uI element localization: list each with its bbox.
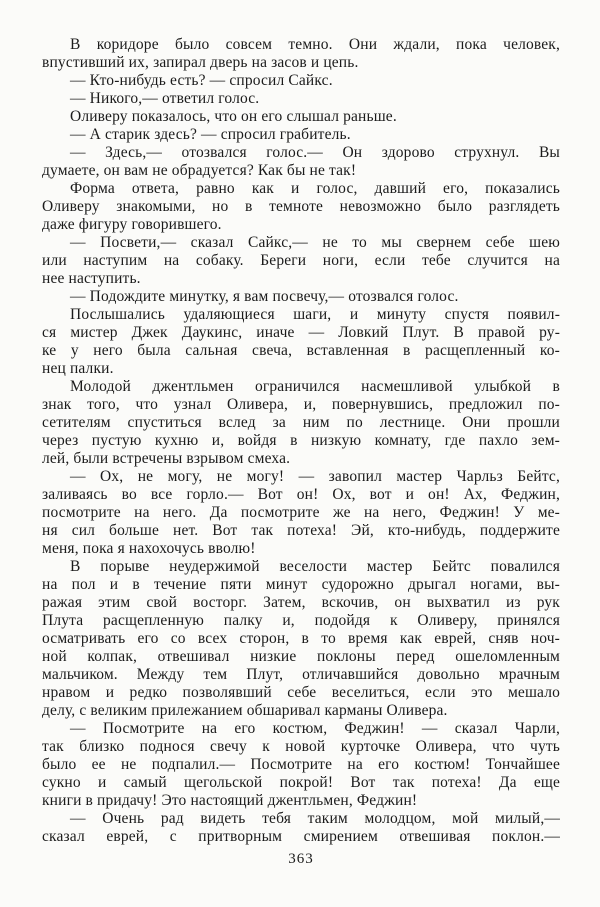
text-line: думаете, он вам не обрадуется? Как бы не так! [42, 162, 357, 179]
text-line: ся мистер Джек Даукинс, иначе — Ловкий Плут. В правой ру- [42, 324, 560, 341]
text-line: делу, с великим прилежанием обшаривал карманы Оливера. [42, 702, 448, 719]
text-line: В коридоре было совсем темно. Они ждали, пока человек, [70, 36, 560, 53]
text-line: заливаясь во все горло.— Вот он! Ох, вот и он! Ах, Феджин, [42, 486, 560, 503]
text-line: В порыве неудержимой веселости мастер Бейтс повалился [70, 558, 560, 575]
text-line: ке у него была сальная свеча, вставленная в расщепленный ко- [42, 342, 560, 359]
text-line: впустивший их, запирал дверь на засов и цепь. [42, 54, 359, 71]
text-line: — А старик здесь? — спросил грабитель. [70, 126, 351, 143]
text-line: ня сил больше нет. Вот так потеха! Эй, кто-нибудь, поддержите [42, 522, 560, 539]
text-line: — Кто-нибудь есть? — спросил Сайкс. [70, 72, 333, 89]
text-line: — Посмотрите на его костюм, Феджин! — сказал Чарли, [70, 720, 560, 737]
text-line: лей, были встречены взрывом смеха. [42, 450, 291, 467]
page-number: 363 [288, 851, 314, 867]
text-line: ражая этим свой восторг. Затем, вскочив, он выхватил из рук [42, 594, 560, 611]
text-line: было ее не подпалил.— Посмотрите на его костюм! Тончайшее [42, 756, 560, 773]
text-line: Оливеру знакомыми, но в темноте невозможно было разглядеть [42, 198, 560, 215]
text-line: Плута расщепленную палку и, подойдя к Оливеру, принялся [42, 612, 560, 629]
text-line: книги в придачу! Это настоящий джентльмен, Феджин! [42, 792, 418, 809]
text-line: Оливеру показалось, что он его слышал раньше. [70, 108, 397, 125]
text-line: на пол и в течение пяти минут судорожно дрыгал ногами, вы- [42, 576, 560, 593]
text-line: так близко поднося свечу к новой курточке Оливера, что чуть [42, 738, 560, 755]
text-line: — Очень рад видеть тебя таким молодцом, мой милый,— [70, 810, 560, 827]
page-text [42, 36, 560, 846]
text-line: — Никого,— ответил голос. [70, 90, 260, 107]
text-line: меня, пока я нахохочусь вволю! [42, 540, 256, 557]
text-line: осматривать его со всех сторон, в то время как еврей, сняв ноч- [42, 630, 560, 647]
text-line: Послышались удаляющиеся шаги, и минуту спустя появил- [70, 306, 560, 323]
text-line: — Здесь,— отозвался голос.— Он здорово струхнул. Вы [70, 144, 560, 161]
text-line: Форма ответа, равно как и голос, давший его, показались [70, 180, 560, 197]
text-line: мальчиком. Между тем Плут, отличавшийся довольно мрачным [42, 666, 560, 683]
text-line: или наступим на собаку. Береги ноги, если тебе случится на [42, 252, 560, 269]
text-line: сказал еврей, с притворным смирением отвешивая поклон.— [42, 828, 560, 845]
text-line: знак того, что узнал Оливера, и, повернувшись, предложил по- [42, 396, 560, 413]
text-line: нее наступить. [42, 270, 141, 287]
text-line: сетителям спуститься вслед за ним по лестнице. Они прошли [42, 414, 560, 431]
text-line: ной колпак, отвешивал низкие поклоны перед ошеломленным [42, 648, 560, 665]
text-line: Молодой джентльмен ограничился насмешливой улыбкой в [70, 378, 560, 395]
text-line: даже фигуру говорившего. [42, 216, 222, 233]
text-line: нравом и редко позволявший себе веселиться, если это мешало [42, 684, 560, 701]
text-line: через пустую кухню и, войдя в низкую комнату, где пахло зем- [42, 432, 560, 449]
text-line: посмотрите на него. Да посмотрите же на него, Феджин! У ме- [42, 504, 560, 521]
text-line: — Ох, не могу, не могу! — завопил мастер Чарльз Бейтс, [70, 468, 560, 485]
text-line: — Посвети,— сказал Сайкс,— не то мы свернем себе шею [70, 234, 560, 251]
text-line: — Подождите минутку, я вам посвечу,— отозвался голос. [70, 288, 459, 305]
text-line: нец палки. [42, 360, 114, 377]
text-line: сукно и самый щегольской покрой! Вот так потеха! Да еще [42, 774, 560, 791]
